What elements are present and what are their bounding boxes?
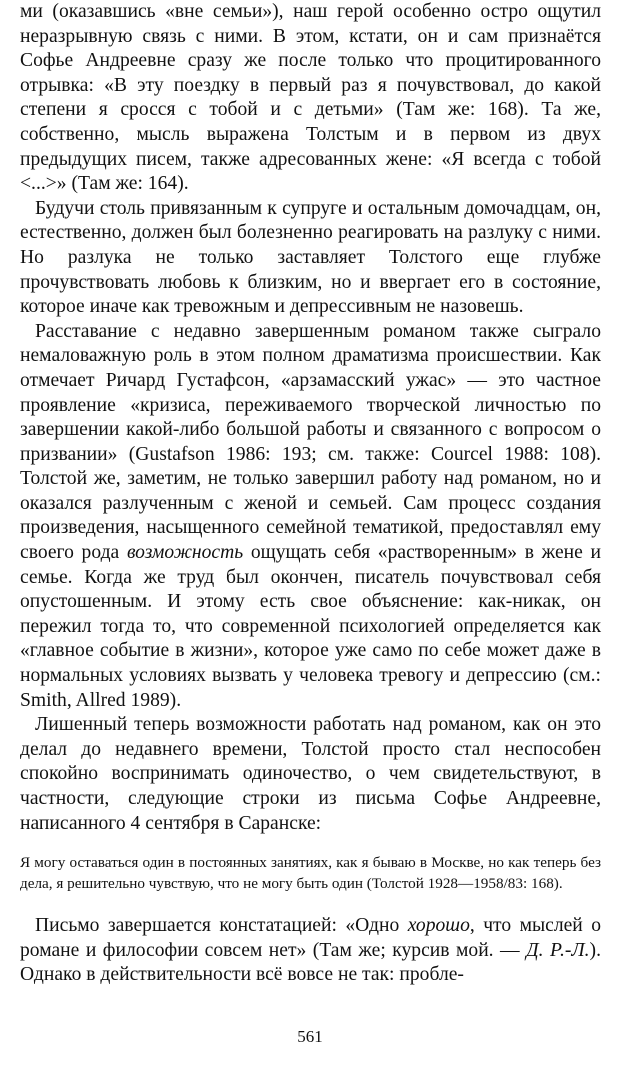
book-page (20, 0, 601, 988)
body-paragraph-2 (20, 197, 601, 320)
text-segment: ми (оказавшись «вне семьи»), наш герой особенно остро ощутил неразрывную связь с ними. В этом, кстати, он и сам признаётся Софье Андреевне сразу же после только что процитированного отрывка: «В эту поездку в первый раз я почувствовал, до какой степени я сросся с тобой и с детьми» (Там же: 168). Та же, собственно, мысль выражена Толстым и в первом из двух предыдущих писем, также адресованных жене: «Я всегда с тобой <...>» (Там же: 164). (20, 1, 601, 195)
page-number: 561 (297, 1027, 323, 1046)
text-segment: , что мыслей о романе и философии совсем нет» (Там же; курсив мой. — (20, 915, 601, 961)
italic-segment: хорошо (407, 915, 470, 937)
italic-segment: возможность (126, 542, 244, 564)
body-paragraph-3 (20, 320, 601, 714)
block-quote: Я могу оставаться один в постоянных занятиях, как я бываю в Москве, но как теперь без дела, я решительно чувствую, что не могу быть один (Толстой 1928—1958/83: 168). (20, 854, 601, 893)
text-segment: Расставание с недавно завершенным романом также сыграло немаловажную роль в этом полном драматизма происшествии. Как отмечает Ричард Густафсон, «арзамасский ужас» — это частное проявление «кризиса, переживаемого творческой личностью по завершении какой-либо большой работы и связанного с вопросом о призвании» (Gustafson 1986: 193; см. также: Courcel 1988: 108). Толстой же, заметим, не только завершил работу над романом, но и оказался разлученным с женой и семьей. Сам процесс создания произведения, насыщенного семейной тематикой, предоставлял ему своего рода (20, 320, 601, 564)
body-paragraph-1 (20, 0, 601, 197)
body-paragraph-5 (20, 914, 601, 988)
text-segment: ). Однако в действительности всё вовсе не так: пробле- (20, 939, 601, 986)
body-paragraph-4 (20, 713, 601, 836)
text-segment: Письмо завершается констатацией: «Одно (35, 915, 408, 937)
text-segment: Лишенный теперь возможности работать над романом, как он это делал до недавнего времени, Толстой просто стал неспособен спокойно воспринимать одиночество, о чем свидетельствуют, в частности, следующие строки из письма Софье Андреевне, написанного 4 сентября в Саранске: (20, 714, 601, 834)
text-segment: ощущать себя «растворенным» в жене и семье. Когда же труд был окончен, писатель почувствовал себя опустошенным. И этому есть свое объяснение: как-никак, он пережил тогда то, что современной психологией определяется как «главное событие в жизни», которое уже само по себе может даже в нормальных условиях вызвать у человека тревогу и депрессию (см.: Smith, Allred 1989). (20, 542, 601, 711)
italic-segment: Д. Р.-Л. (526, 939, 590, 961)
text-segment: Будучи столь привязанным к супруге и остальным домочадцам, он, естественно, должен был болезненно реагировать на разлуку с ними. Но разлука не только заставляет Толстого еще глубже прочувствовать любовь к близким, но и ввергает его в состояние, которое иначе как тревожным и депрессивным не назовешь. (20, 197, 601, 318)
